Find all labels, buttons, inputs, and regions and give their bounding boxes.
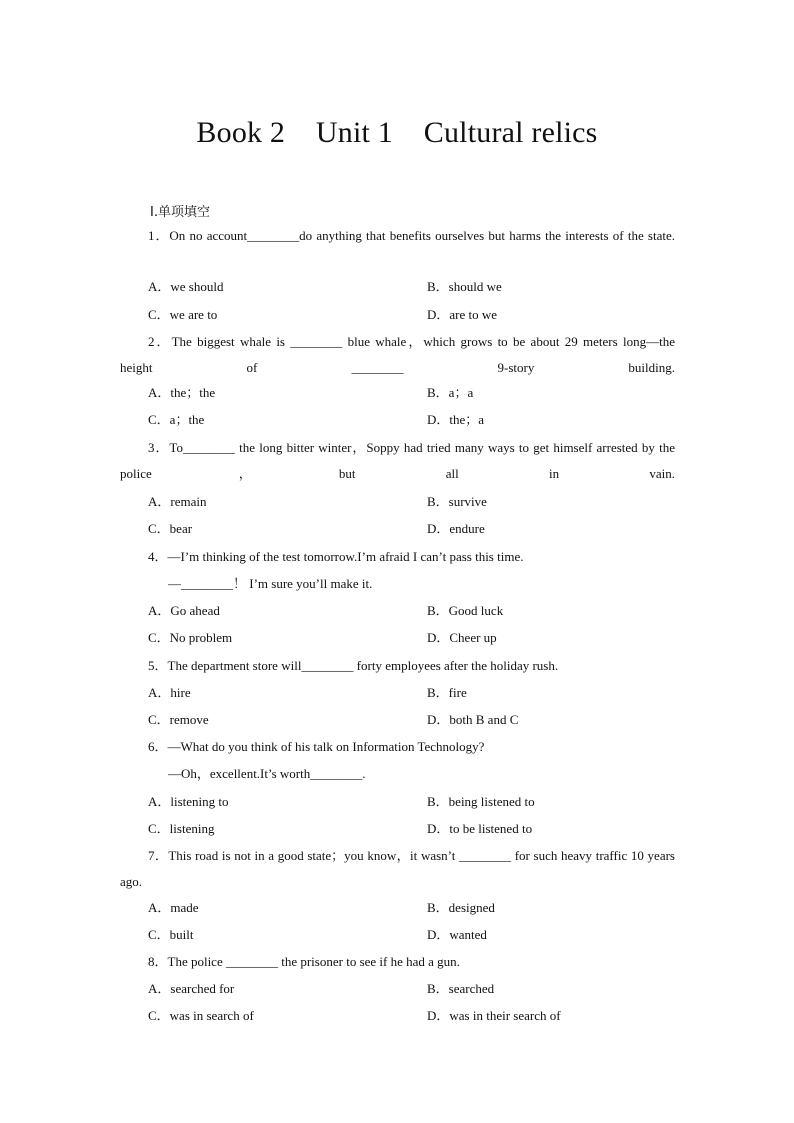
option-b[interactable]: B．a；a: [427, 385, 474, 400]
question-stem: 5．The department store will________ forty employees after the holiday rush.: [148, 658, 559, 673]
option-d[interactable]: D．was in their search of: [427, 1008, 561, 1023]
option-b[interactable]: B．searched: [427, 981, 495, 996]
option-b[interactable]: B．survive: [427, 494, 487, 509]
option-a[interactable]: A．remain: [148, 494, 207, 509]
option-d[interactable]: D．endure: [427, 521, 485, 536]
dialogue-reply: —________！ I’m sure you’ll make it.: [168, 576, 373, 591]
option-a[interactable]: A．hire: [148, 685, 191, 700]
question-stem: 8．The police ________ the prisoner to see if he had a gun.: [148, 954, 460, 969]
option-c[interactable]: C．No problem: [148, 630, 233, 645]
option-d[interactable]: D．to be listened to: [427, 821, 533, 836]
option-a[interactable]: A．made: [148, 900, 199, 915]
question-stem: 3．To________ the long bitter winter，Soppy had tried many ways to get himself arrested by the police，but all in vain.: [120, 440, 675, 481]
page-title: Book 2 Unit 1 Cultural relics: [196, 116, 598, 149]
option-c[interactable]: C．was in search of: [148, 1008, 254, 1023]
option-a[interactable]: A．searched for: [148, 981, 235, 996]
option-a[interactable]: A．Go ahead: [148, 603, 220, 618]
option-d[interactable]: D．Cheer up: [427, 630, 497, 645]
option-d[interactable]: D．both B and C: [427, 712, 519, 727]
option-b[interactable]: B．should we: [427, 279, 502, 294]
option-d[interactable]: D．are to we: [427, 307, 498, 322]
option-d[interactable]: D．wanted: [427, 927, 487, 942]
option-b[interactable]: B．fire: [427, 685, 467, 700]
option-b[interactable]: B．designed: [427, 900, 495, 915]
dialogue-reply: —Oh，excellent.It’s worth________.: [168, 766, 366, 781]
option-b[interactable]: B．being listened to: [427, 794, 535, 809]
question-stem: 1．On no account________do anything that benefits ourselves but harms the interests of the state.: [148, 228, 675, 243]
question-stem: 4．—I’m thinking of the test tomorrow.I’m afraid I can’t pass this time.: [148, 549, 524, 564]
option-a[interactable]: A．we should: [148, 279, 224, 294]
section-heading: Ⅰ.单项填空: [150, 205, 210, 220]
question-stem: 2．The biggest whale is ________ blue whale，which grows to be about 29 meters long—the height of ________ 9-story building.: [120, 334, 675, 375]
option-d[interactable]: D．the；a: [427, 412, 485, 427]
option-c[interactable]: C．listening: [148, 821, 215, 836]
option-c[interactable]: C．we are to: [148, 307, 218, 322]
option-a[interactable]: A．the；the: [148, 385, 216, 400]
option-c[interactable]: C．remove: [148, 712, 209, 727]
option-b[interactable]: B．Good luck: [427, 603, 504, 618]
option-c[interactable]: C．a；the: [148, 412, 205, 427]
question-stem: 6．—What do you think of his talk on Information Technology?: [148, 739, 485, 754]
question-stem: 7．This road is not in a good state；you know，it wasn’t ________ for such heavy traffic 10 years ago.: [120, 848, 675, 889]
option-c[interactable]: C．built: [148, 927, 194, 942]
option-c[interactable]: C．bear: [148, 521, 193, 536]
option-a[interactable]: A．listening to: [148, 794, 229, 809]
